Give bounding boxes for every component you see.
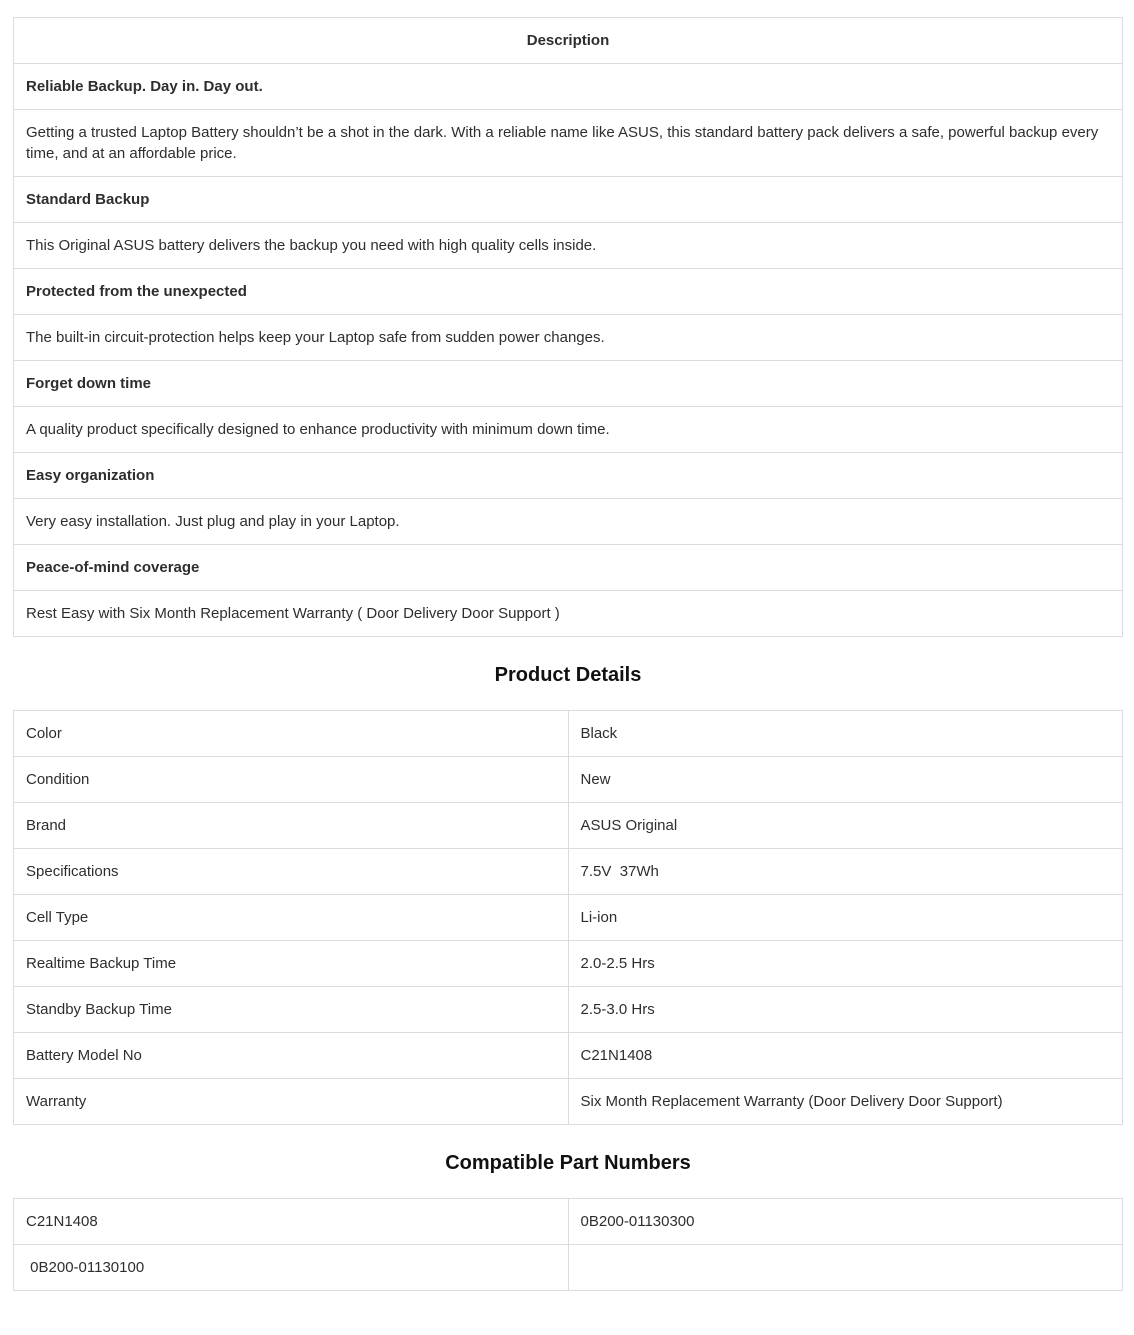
description-section-title: Description: [14, 18, 1123, 64]
table-row: [14, 591, 1123, 637]
table-row: [14, 407, 1123, 453]
table-row: [14, 1079, 1123, 1125]
table-row: [14, 499, 1123, 545]
description-paragraph: Rest Easy with Six Month Replacement Warranty ( Door Delivery Door Support ): [14, 591, 1123, 637]
description-paragraph: A quality product specifically designed to enhance productivity with minimum down time.: [14, 407, 1123, 453]
description-heading: Forget down time: [14, 361, 1123, 407]
table-row: [14, 223, 1123, 269]
spec-value-cell: 2.5-3.0 Hrs: [568, 987, 1123, 1033]
spec-label-cell: Specifications: [14, 849, 569, 895]
compatible-part-numbers-table: [13, 1198, 1123, 1291]
description-section: [13, 17, 1123, 637]
spec-value-cell: Li-ion: [568, 895, 1123, 941]
table-row: [14, 1245, 1123, 1291]
table-row: [14, 110, 1123, 177]
product-details-section: [13, 662, 1123, 1125]
description-paragraph: The built-in circuit-protection helps keep your Laptop safe from sudden power changes.: [14, 315, 1123, 361]
description-paragraph: This Original ASUS battery delivers the backup you need with high quality cells inside.: [14, 223, 1123, 269]
compatible-part-numbers-title: Compatible Part Numbers: [445, 1152, 691, 1174]
part-number-cell: C21N1408: [14, 1199, 569, 1245]
spec-value-cell: New: [568, 757, 1123, 803]
table-row: [14, 269, 1123, 315]
table-row: [14, 757, 1123, 803]
table-row: [14, 941, 1123, 987]
description-heading: Peace-of-mind coverage: [14, 545, 1123, 591]
spec-value-cell: 2.0-2.5 Hrs: [568, 941, 1123, 987]
table-row: [14, 987, 1123, 1033]
spec-label-cell: Cell Type: [14, 895, 569, 941]
spec-value-cell: C21N1408: [568, 1033, 1123, 1079]
product-details-title: Product Details: [494, 664, 642, 686]
spec-label-cell: Condition: [14, 757, 569, 803]
table-row: [14, 177, 1123, 223]
table-row: [14, 849, 1123, 895]
table-row: [14, 711, 1123, 757]
description-paragraph: Very easy installation. Just plug and play in your Laptop.: [14, 499, 1123, 545]
table-row: [14, 1199, 1123, 1245]
description-table: [13, 17, 1123, 637]
table-row: [14, 361, 1123, 407]
table-row: [14, 895, 1123, 941]
description-heading: Protected from the unexpected: [14, 269, 1123, 315]
compatible-part-numbers-section: [13, 1150, 1123, 1291]
description-heading: Easy organization: [14, 453, 1123, 499]
spec-label-cell: Brand: [14, 803, 569, 849]
spec-value-cell: Black: [568, 711, 1123, 757]
description-heading: Reliable Backup. Day in. Day out.: [14, 64, 1123, 110]
table-row: [14, 18, 1123, 64]
spec-value-cell: Six Month Replacement Warranty (Door Delivery Door Support): [568, 1079, 1123, 1125]
spec-label-cell: Color: [14, 711, 569, 757]
description-paragraph: Getting a trusted Laptop Battery shouldn’t be a shot in the dark. With a reliable name like ASUS, this standard battery pack delivers a safe, powerful backup every time, and at an affordable price.: [14, 110, 1123, 177]
table-row: [14, 545, 1123, 591]
table-row: [14, 315, 1123, 361]
table-row: [14, 1033, 1123, 1079]
spec-value-cell: 7.5V 37Wh: [568, 849, 1123, 895]
table-row: [14, 453, 1123, 499]
spec-label-cell: Battery Model No: [14, 1033, 569, 1079]
part-number-cell: [568, 1245, 1123, 1291]
part-number-cell: 0B200-01130300: [568, 1199, 1123, 1245]
product-details-table: [13, 710, 1123, 1125]
spec-value-cell: ASUS Original: [568, 803, 1123, 849]
spec-label-cell: Standby Backup Time: [14, 987, 569, 1033]
part-number-cell: 0B200-01130100: [14, 1245, 569, 1291]
table-row: [14, 803, 1123, 849]
table-row: [14, 64, 1123, 110]
description-heading: Standard Backup: [14, 177, 1123, 223]
spec-label-cell: Realtime Backup Time: [14, 941, 569, 987]
spec-label-cell: Warranty: [14, 1079, 569, 1125]
